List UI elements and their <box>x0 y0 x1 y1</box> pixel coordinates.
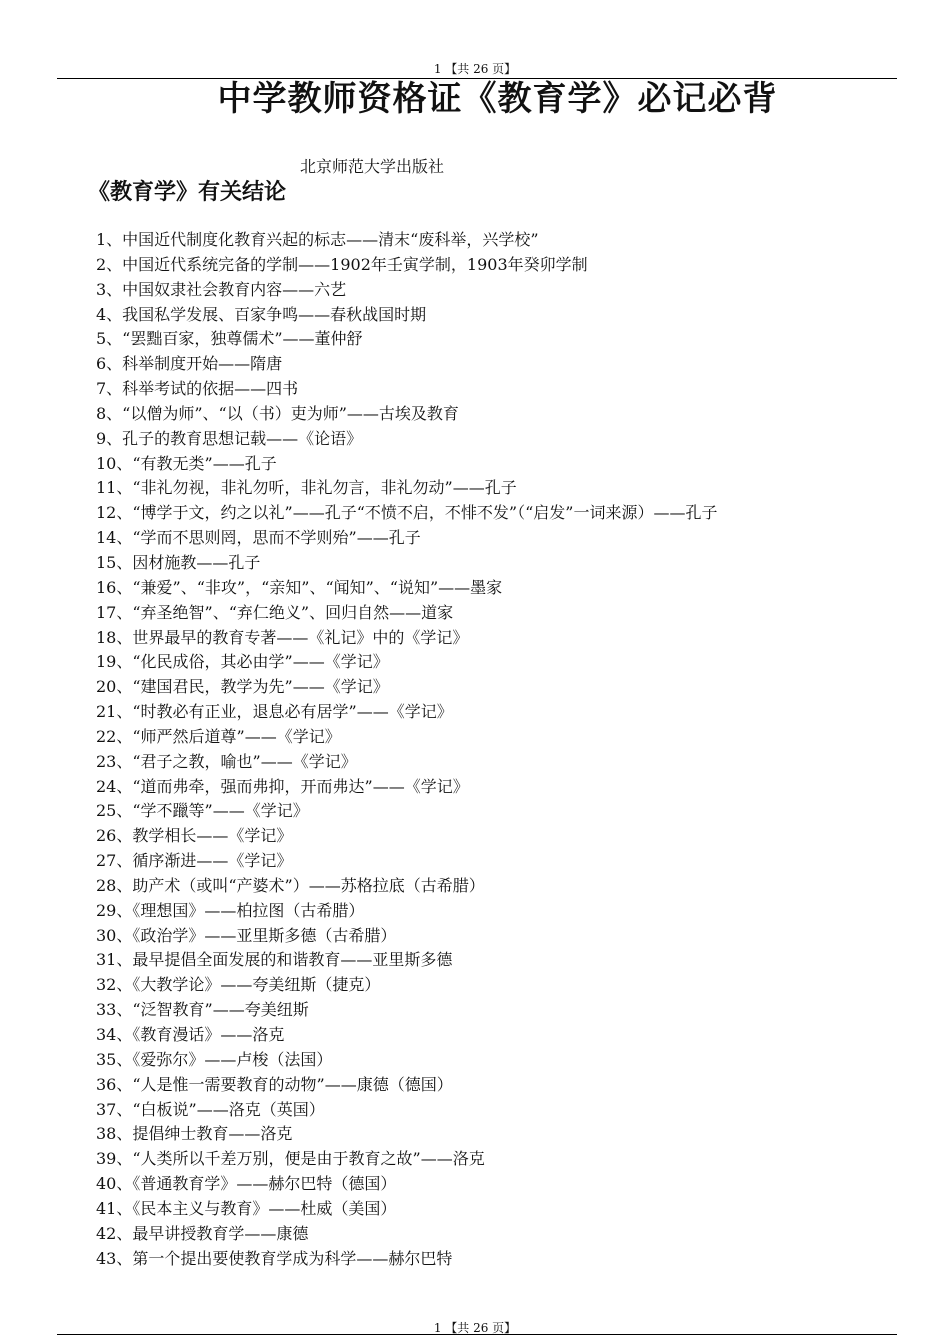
list-item: 1、中国近代制度化教育兴起的标志——清末“废科举，兴学校” <box>96 230 539 249</box>
list-item: 19、“化民成俗，其必由学”——《学记》 <box>96 652 389 672</box>
publisher: 北京师范大学出版社 <box>300 157 445 176</box>
conclusion-list <box>96 228 916 1271</box>
list-item: 9、孔子的教育思想记载——《论语》 <box>96 428 363 448</box>
list-item: 31、最早提倡全面发展的和谐教育——亚里斯多德 <box>96 950 453 970</box>
list-item: 32、《大教学论》——夸美纽斯（捷克） <box>96 975 381 995</box>
list-item: 16、“兼爱”、“非攻”，“亲知”、“闻知”、“说知”——墨家 <box>96 577 503 597</box>
list-item: 15、因材施教——孔子 <box>96 552 261 572</box>
list-item: 42、最早讲授教育学——康德 <box>96 1223 309 1243</box>
list-item: 34、《教育漫话》——洛克 <box>96 1025 285 1044</box>
list-item: 20、“建国君民，教学为先”——《学记》 <box>96 677 389 697</box>
list-item: 7、科举考试的依据——四书 <box>96 379 299 399</box>
list-item: 6、科举制度开始——隋唐 <box>96 354 283 374</box>
list-item: 11、“非礼勿视，非礼勿听，非礼勿言，非礼勿动”——孔子 <box>96 478 517 498</box>
list-item: 29、《理想国》——柏拉图（古希腊） <box>96 900 365 920</box>
list-item: 33、“泛智教育”——夸美纽斯 <box>96 1000 309 1020</box>
list-item: 36、“人是惟一需要教育的动物”——康德（德国） <box>96 1074 453 1094</box>
list-item: 25、“学不躐等”——《学记》 <box>96 801 309 821</box>
list-item: 17、“弃圣绝智”、“弃仁绝义”、回归自然——道家 <box>96 602 454 622</box>
list-item: 14、“学而不思则罔，思而不学则殆”——孔子 <box>96 528 421 548</box>
page-footer: 1 【共 26 页】 <box>433 1321 517 1335</box>
list-item: 39、“人类所以千差万别，便是由于教育之故”——洛克 <box>96 1149 485 1169</box>
list-item: 10、“有教无类”——孔子 <box>96 453 277 473</box>
list-item: 37、“白板说”——洛克（英国） <box>96 1099 325 1119</box>
document-title: 中学教师资格证《教育学》必记必背 <box>217 79 778 119</box>
list-item: 4、我国私学发展、百家争鸣——春秋战国时期 <box>96 304 427 324</box>
list-item: 22、“师严然后道尊”——《学记》 <box>96 726 341 746</box>
list-item: 24、“道而弗牵，强而弗抑，开而弗达”——《学记》 <box>96 776 469 796</box>
list-item: 12、“博学于文，约之以礼”——孔子“不愤不启，不悱不发”（“启发”一词来源）——孔子 <box>96 503 718 523</box>
list-item: 8、“以僧为师”、“以（书）吏为师”——古埃及教育 <box>96 403 459 423</box>
list-item: 2、中国近代系统完备的学制——1902年壬寅学制，1903年癸卯学制 <box>96 254 588 274</box>
section-heading: 《教育学》有关结论 <box>88 180 287 205</box>
list-item: 30、《政治学》——亚里斯多德（古希腊） <box>96 925 397 945</box>
list-item: 41、《民本主义与教育》——杜威（美国） <box>96 1198 397 1218</box>
list-item: 28、助产术（或叫“产婆术”）——苏格拉底（古希腊） <box>96 875 485 895</box>
list-item: 43、第一个提出要使教育学成为科学——赫尔巴特 <box>96 1248 453 1268</box>
list-item: 3、中国奴隶社会教育内容——六艺 <box>96 279 347 299</box>
list-item: 18、世界最早的教育专著——《礼记》中的《学记》 <box>96 627 469 647</box>
page-header: 1 【共 26 页】 <box>433 62 517 76</box>
list-item: 26、教学相长——《学记》 <box>96 826 293 846</box>
list-item: 21、“时教必有正业，退息必有居学”——《学记》 <box>96 702 453 722</box>
list-item: 40、《普通教育学》——赫尔巴特（德国） <box>96 1174 397 1194</box>
list-item: 23、“君子之教，喻也”——《学记》 <box>96 751 357 771</box>
list-item: 5、“罢黜百家，独尊儒术”——董仲舒 <box>96 329 363 349</box>
list-item: 35、《爱弥尔》——卢梭（法国） <box>96 1049 333 1069</box>
list-item: 27、循序渐进——《学记》 <box>96 851 293 871</box>
list-item: 38、提倡绅士教育——洛克 <box>96 1124 293 1144</box>
